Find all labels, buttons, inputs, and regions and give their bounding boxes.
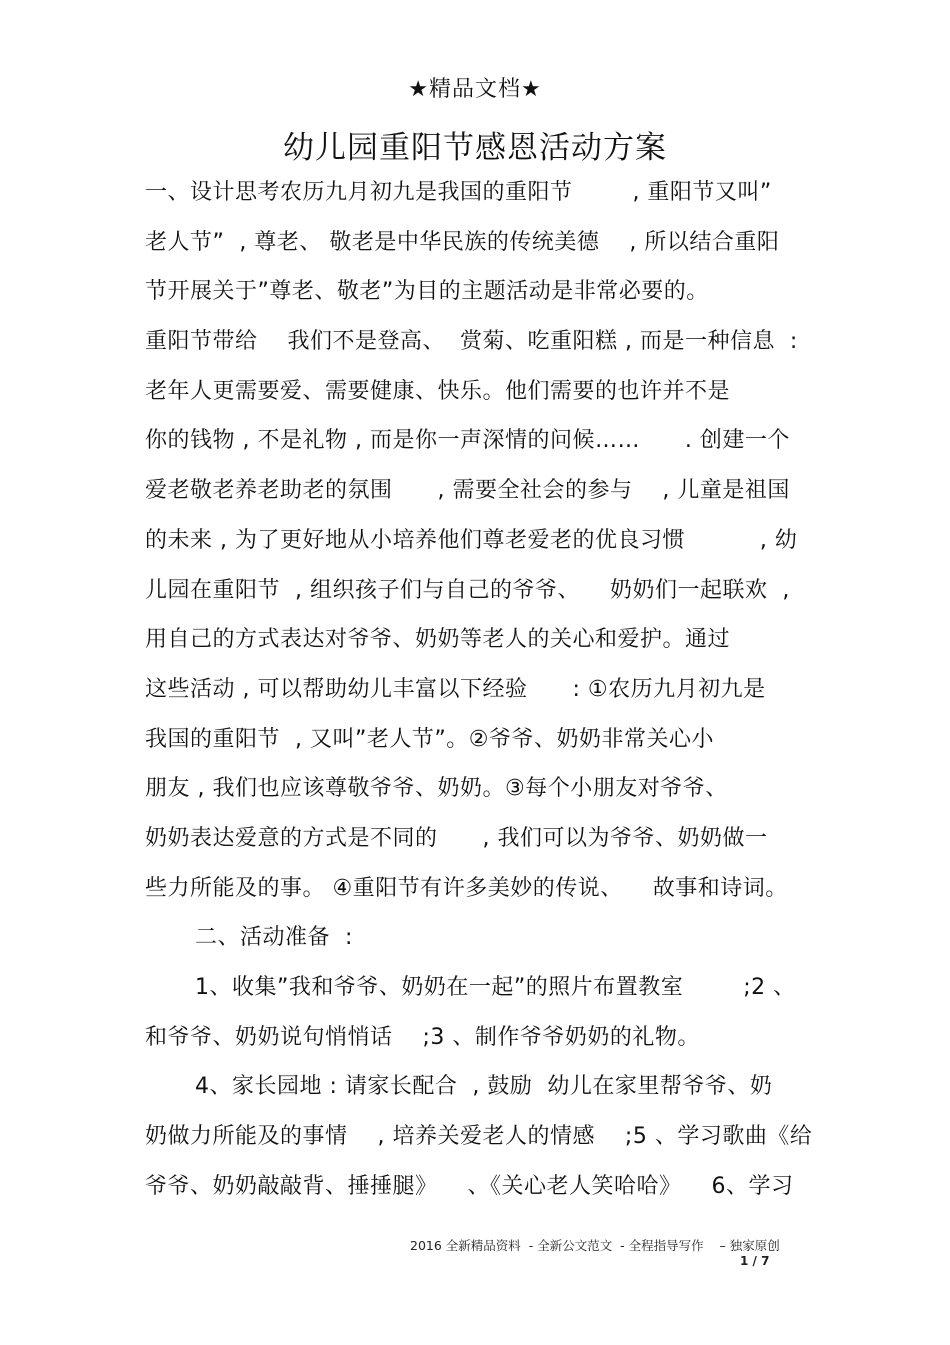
body-line: 爷爷、奶奶敲敲背、捶捶腿》 、《关心老人笑哈哈》 6、学习 <box>145 1173 794 1199</box>
body-line: 爱老敬老养老助老的氛围 , 需要全社会的参与 , 儿童是祖国 <box>145 478 790 504</box>
body-line: 你的钱物 , 不是礼物 , 而是你一声深情的问候…… . 创建一个 <box>145 428 790 454</box>
body-line: 奶做力所能及的事情 , 培养关爱老人的情感 ;5 、学习歌曲《给 <box>145 1124 813 1150</box>
body-line: 朋友 , 我们也应该尊敬爷爷、奶奶。③每个小朋友对爷爷、 <box>145 776 728 802</box>
body-line: 老年人更需要爱、需要健康、快乐。他们需要的也许并不是 <box>145 378 731 404</box>
document-body <box>145 175 815 1218</box>
page-footer: 2016 全新精品资料 - 全新公文范文 - 全程指导写作 – 独家原创 <box>410 1238 780 1253</box>
section-heading: 二、活动准备 : <box>195 925 353 951</box>
body-line: 用自己的方式表达对爷爷、奶奶等老人的关心和爱护。通过 <box>145 627 731 653</box>
page-header: ★精品文档★ <box>408 77 542 102</box>
document-title: 幼儿园重阳节感恩活动方案 <box>283 130 667 166</box>
body-line: 些力所能及的事。 ④重阳节有许多美妙的传说、 故事和诗词。 <box>145 875 788 901</box>
body-line: 我国的重阳节 , 又叫”老人节”。②爷爷、奶奶非常关心小 <box>145 726 714 752</box>
body-line: 老人节” , 尊老、 敬老是中华民族的传统美德 , 所以结合重阳 <box>145 229 780 255</box>
body-line: 1、收集”我和爷爷、奶奶在一起”的照片布置教室 ;2 、 <box>195 975 796 1000</box>
body-line: 一、设计思考农历九月初九是我国的重阳节 , 重阳节又叫” <box>145 180 772 205</box>
body-line: 4、家长园地 : 请家长配合 , 鼓励 幼儿在家里帮爷爷、奶 <box>195 1074 773 1100</box>
body-line: 和爷爷、奶奶说句悄悄话 ;3 、制作爷爷奶奶的礼物。 <box>145 1024 700 1050</box>
body-line: 儿园在重阳节 , 组织孩子们与自己的爷爷、 奶奶们一起联欢 , <box>145 577 790 603</box>
body-line: 奶奶表达爱意的方式是不同的 , 我们可以为爷爷、奶奶做一 <box>145 825 768 851</box>
body-line: 重阳节带给 我们不是登高、 赏菊、吃重阳糕 , 而是一种信息 : <box>145 329 798 355</box>
body-line: 这些活动 , 可以帮助幼儿丰富以下经验 : ①农历九月初九是 <box>145 676 766 702</box>
body-line: 节开展关于”尊老、敬老”为目的主题活动是非常必要的。 <box>145 279 709 305</box>
page-number: 1 / 7 <box>740 1254 770 1268</box>
body-line: 的未来 , 为了更好地从小培养他们尊老爱老的优良习惯 , 幼 <box>145 527 798 553</box>
